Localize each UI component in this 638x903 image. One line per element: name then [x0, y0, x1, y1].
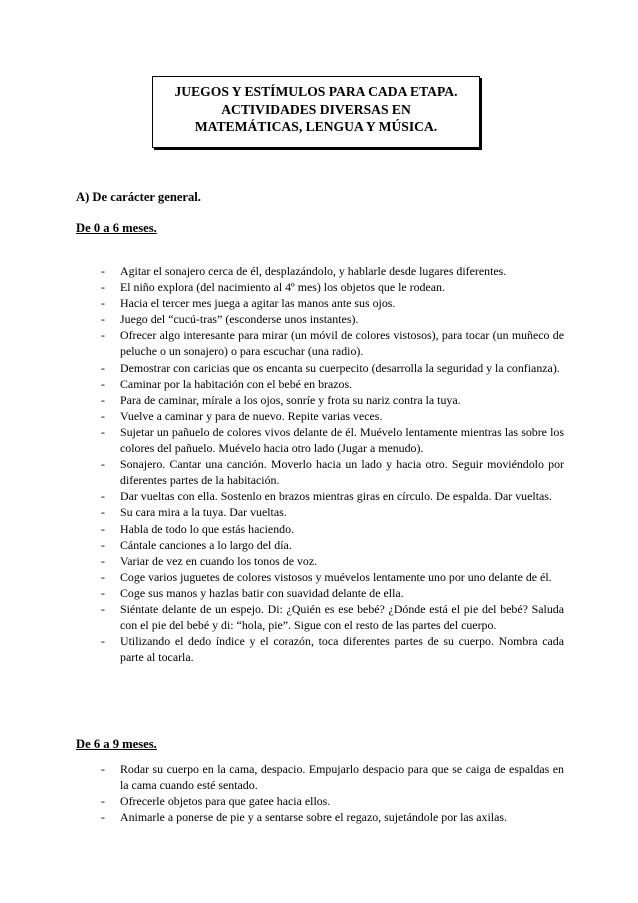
list-item: [76, 585, 564, 601]
bullet-dash: -: [101, 505, 105, 520]
list-item-text: Siéntate delante de un espejo. Di: ¿Quién es ese bebé? ¿Dónde está el pie del bebé? Saluda con el pie del bebé y di: “hola, pie”. Sigue con el resto de las partes del cuerpo.: [120, 601, 564, 633]
activity-list-6-9: [76, 761, 564, 825]
list-item: [76, 504, 564, 520]
list-item: [76, 601, 564, 633]
list-item-text: Cántale canciones a lo largo del día.: [120, 537, 292, 552]
bullet-dash: -: [101, 312, 105, 327]
list-item: [76, 793, 564, 809]
list-item: [76, 424, 564, 456]
list-item: [76, 537, 564, 553]
list-item: [76, 633, 564, 665]
list-item-text: Animarle a ponerse de pie y a sentarse sobre el regazo, sujetándole por las axilas.: [120, 810, 507, 825]
list-item-text: Habla de todo lo que estás haciendo.: [120, 521, 295, 536]
bullet-dash: -: [101, 424, 105, 439]
list-item: [76, 279, 564, 295]
list-item-text: Para de caminar, mírale a los ojos, sonríe y frota su nariz contra la tuya.: [120, 392, 461, 407]
list-item-text: El niño explora (del nacimiento al 4º mes) los objetos que le rodean.: [120, 280, 445, 295]
title-line-3: MATEMÁTICAS, LENGUA Y MÚSICA.: [194, 119, 438, 134]
list-item-text: Vuelve a caminar y para de nuevo. Repite varias veces.: [120, 408, 383, 423]
bullet-dash: -: [101, 762, 105, 776]
bullet-dash: -: [101, 264, 105, 278]
bullet-dash: -: [101, 280, 105, 295]
list-item-text: Coge varios juguetes de colores vistosos y muévelos lentamente uno por uno delante de él.: [120, 569, 552, 584]
list-item-text: Utilizando el dedo índice y el corazón, toca diferentes partes de su cuerpo. Nombra cada parte al tocarla.: [120, 634, 564, 665]
title-line-2: ACTIVIDADES DIVERSAS EN: [221, 101, 411, 117]
bullet-dash: -: [101, 521, 105, 536]
bullet-dash: -: [101, 392, 105, 407]
list-item: [76, 392, 564, 408]
subsection-heading-6-9: De 6 a 9 meses.: [76, 737, 157, 751]
bullet-dash: -: [101, 360, 105, 375]
list-item-text: Coge sus manos y hazlas batir con suavidad delante de ella.: [120, 585, 404, 600]
bullet-dash: -: [101, 328, 105, 343]
activity-list-0-6: [76, 263, 564, 665]
bullet-dash: -: [101, 553, 105, 568]
list-item: [76, 263, 564, 279]
list-item: [76, 488, 564, 504]
list-item: [76, 295, 564, 311]
list-item: [76, 521, 564, 537]
title-box: [152, 76, 480, 148]
list-item-text: Agitar el sonajero cerca de él, desplazándolo, y hablarle desde lugares diferentes.: [120, 264, 507, 278]
list-item: [76, 553, 564, 569]
list-item: [76, 761, 564, 793]
bullet-dash: -: [101, 794, 105, 809]
list-item-text: Juego del “cucú-tras” (esconderse unos instantes).: [120, 312, 359, 327]
section-heading: A) De carácter general.: [76, 190, 201, 204]
list-item-text: Hacia el tercer mes juega a agitar las manos ante sus ojos.: [120, 296, 396, 311]
bullet-dash: -: [101, 296, 105, 311]
list-item: [76, 809, 564, 825]
list-item: [76, 360, 564, 376]
bullet-dash: -: [101, 408, 105, 423]
list-item-text: Ofrecer algo interesante para mirar (un móvil de colores vistosos), para tocar (un muñeco de peluche o un sonajero) o para escuchar (una radio).: [120, 328, 564, 359]
bullet-dash: -: [101, 601, 105, 616]
list-item-text: Dar vueltas con ella. Sostenlo en brazos mientras giras en círculo. De espalda. Dar vueltas.: [120, 489, 552, 504]
list-item-text: Rodar su cuerpo en la cama, despacio. Empujarlo despacio para que se caiga de espaldas en la cama cuando esté sentado.: [120, 762, 564, 793]
subsection-heading-0-6: De 0 a 6 meses.: [76, 221, 157, 235]
list-item-text: Su cara mira a la tuya. Dar vueltas.: [120, 505, 287, 520]
list-item-text: Sonajero. Cantar una canción. Moverlo hacia un lado y hacia otro. Seguir moviéndolo por diferentes partes de la habitación.: [120, 457, 564, 488]
bullet-dash: -: [101, 634, 105, 649]
bullet-dash: -: [101, 457, 105, 472]
bullet-dash: -: [101, 376, 105, 391]
list-item: [76, 569, 564, 585]
list-item: [76, 311, 564, 327]
list-item: [76, 456, 564, 488]
list-item-text: Ofrecerle objetos para que gatee hacia ellos.: [120, 794, 331, 809]
list-item-text: Sujetar un pañuelo de colores vivos delante de él. Muévelo lentamente mientras las sobre los colores del pañuelo. Muévelo hacia otro lado (Jugar a menudo).: [120, 424, 564, 456]
bullet-dash: -: [101, 537, 105, 552]
bullet-dash: -: [101, 489, 105, 504]
bullet-dash: -: [101, 810, 105, 825]
title-line-1: JUEGOS Y ESTÍMULOS PARA CADA ETAPA.: [174, 84, 458, 99]
bullet-dash: -: [101, 569, 105, 584]
list-item-text: Variar de vez en cuando los tonos de voz.: [120, 553, 318, 568]
list-item: [76, 408, 564, 424]
list-item-text: Demostrar con caricias que os encanta su cuerpecito (desarrolla la seguridad y la confianza).: [120, 360, 560, 375]
list-item-text: Caminar por la habitación con el bebé en brazos.: [120, 376, 353, 391]
bullet-dash: -: [101, 585, 105, 600]
list-item: [76, 327, 564, 359]
list-item: [76, 376, 564, 392]
